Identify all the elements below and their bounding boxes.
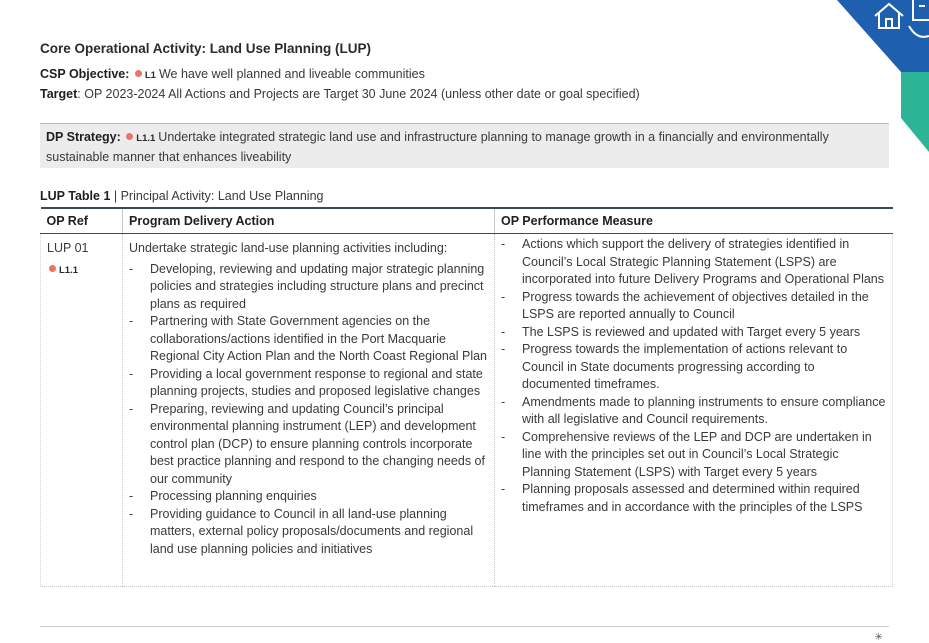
list-item: - Comprehensive reviews of the LEP and DCP are undertaken in line with the principles set out in Council’s Local Strategic Planning Statement (LSPS) with Target every 5 years	[501, 429, 886, 482]
op-ref-code-label: L1.1	[59, 264, 79, 276]
list-item: - Actions which support the delivery of strategies identified in Council’s Local Strategic Planning Statement (LSPS) are incorporated into future Delivery Programs and Operational Plans	[501, 236, 886, 289]
csp-objective-text: We have well planned and liveable communities	[158, 67, 425, 81]
target-text: : OP 2023-2024 All Actions and Projects are Target 30 June 2024 (unless other date or goal specified)	[77, 87, 640, 101]
action-intro: Undertake strategic land-use planning activities including:	[129, 241, 448, 255]
action-list	[129, 261, 488, 559]
csp-objective-line	[40, 67, 425, 81]
dp-strategy-code: L1.1	[136, 133, 156, 144]
table-header-row	[41, 208, 893, 234]
page-title: Core Operational Activity: Land Use Planning (LUP)	[40, 41, 372, 56]
op-ref: LUP 01	[47, 241, 89, 255]
list-item: - Planning proposals assessed and determined within required timeframes and in accordance with the principles of the LSPS	[501, 481, 886, 516]
table-caption	[40, 189, 324, 203]
op-performance-measure-cell	[495, 234, 893, 587]
corner-blue-shape	[837, 0, 929, 72]
target-label: Target	[40, 87, 78, 101]
list-item: - Progress towards the implementation of actions relevant to Council in State documents progressing according to documented timeframes.	[501, 341, 886, 394]
table-caption-title: LUP Table 1	[40, 189, 111, 203]
status-dot-icon	[49, 265, 56, 272]
column-header-program-delivery-action: Program Delivery Action	[123, 208, 495, 234]
corner-green-shape	[901, 72, 929, 152]
op-ref-code	[47, 261, 116, 280]
footer-divider	[40, 626, 889, 627]
footer-logo-icon: ✳	[874, 632, 883, 643]
program-delivery-action-cell	[123, 234, 495, 587]
column-header-op-ref: OP Ref	[41, 208, 123, 234]
column-header-op-performance-measure: OP Performance Measure	[495, 208, 893, 234]
list-item: - Amendments made to planning instruments to ensure compliance with all legislative and Council requirements.	[501, 394, 886, 429]
lup-table	[40, 207, 893, 587]
list-item: - Partnering with State Government agencies on the collaborations/actions identified in the Port Macquarie Regional City Action Plan and the North Coast Regional Plan	[129, 313, 488, 366]
list-item: - Developing, reviewing and updating major strategic planning policies and strategies including structure plans and precinct plans as required	[129, 261, 488, 314]
list-item: - Progress towards the achievement of objectives detailed in the LSPS are reported annually to Council	[501, 289, 886, 324]
csp-objective-code: L1	[144, 70, 156, 81]
list-item: - Preparing, reviewing and updating Council’s principal environmental planning instrument (LEP) and development control plan (DCP) to ensure planning controls incorporate best practice planning and respond to the changing needs of our community	[129, 401, 488, 489]
measure-list	[501, 236, 886, 516]
target-line	[40, 87, 640, 101]
dp-strategy-label: DP Strategy:	[46, 130, 121, 144]
csp-objective-label: CSP Objective:	[40, 67, 130, 81]
table-caption-subtitle: | Principal Activity: Land Use Planning	[110, 189, 324, 203]
list-item: - Providing guidance to Council in all land-use planning matters, external policy proposals/documents and regional land use planning policies and initiatives	[129, 506, 488, 559]
list-item: - Processing planning enquiries	[129, 488, 488, 506]
status-dot-icon	[126, 133, 133, 140]
table-row	[41, 234, 893, 587]
op-ref-cell	[41, 234, 123, 587]
list-item: - The LSPS is reviewed and updated with Target every 5 years	[501, 324, 886, 342]
dp-strategy-box	[40, 123, 889, 168]
dp-strategy-text: Undertake integrated strategic land use and infrastructure planning to manage growth in a financially and environmentally sustainable manner that enhances liveability	[46, 130, 829, 164]
status-dot-icon	[135, 70, 142, 77]
list-item: - Providing a local government response to regional and state planning projects, studies and proposed legislative changes	[129, 366, 488, 401]
